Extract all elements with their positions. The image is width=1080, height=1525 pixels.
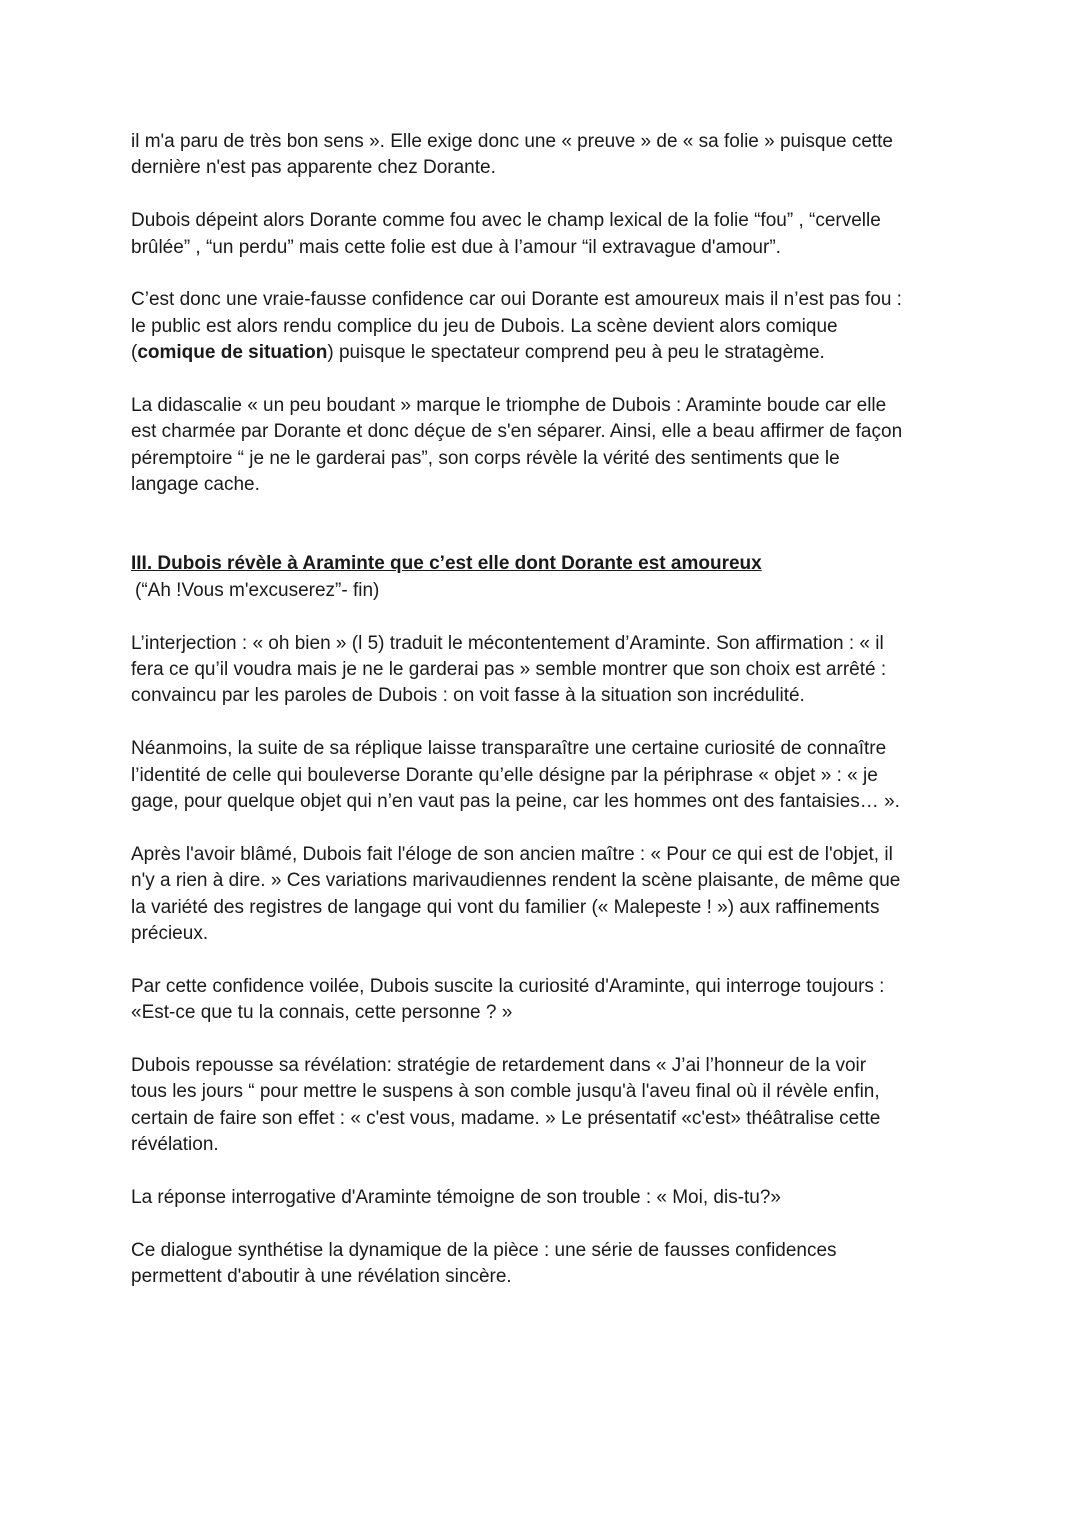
section-heading-block <box>131 551 961 604</box>
paragraph <box>131 393 961 499</box>
text-line: est charmée par Dorante et donc déçue de s'en séparer. Ainsi, elle a beau affirmer de façon <box>131 421 903 443</box>
text-line: péremptoire “ je ne le garderai pas”, son corps révèle la vérité des sentiments que le <box>131 447 840 469</box>
text-line: langage cache. <box>131 474 260 496</box>
text-line: «Est-ce que tu la connais, cette personne ? » <box>131 1002 513 1024</box>
text-line: Néanmoins, la suite de sa réplique laisse transparaître une certaine curiosité de connaître <box>131 738 887 760</box>
text-line: il m'a paru de très bon sens ». Elle exige donc une « preuve » de « sa folie » puisque cette <box>131 131 894 152</box>
text-line: n'y a rien à dire. » Ces variations marivaudiennes rendent la scène plaisante, de même que <box>131 870 901 892</box>
paragraph <box>131 129 961 182</box>
text-line: La réponse interrogative d'Araminte témoigne de son trouble : « Moi, dis-tu?» <box>131 1187 781 1209</box>
paragraph <box>131 1185 961 1211</box>
text-line: Par cette confidence voilée, Dubois suscite la curiosité d'Araminte, qui interroge toujours : <box>131 975 885 997</box>
text-line: précieux. <box>131 923 209 945</box>
text-line: convaincu par les paroles de Dubois : on voit fasse à la situation son incrédulité. <box>131 685 805 707</box>
section-heading: III. Dubois révèle à Araminte que c’est elle dont Dorante est amoureux <box>131 553 762 575</box>
text-line: révélation. <box>131 1134 219 1156</box>
document-page <box>131 129 961 1317</box>
paragraph <box>131 842 961 948</box>
text-line: L’interjection : « oh bien » (l 5) traduit le mécontentement d’Araminte. Son affirmation : « il <box>131 632 884 654</box>
text-line: la variété des registres de langage qui vont du familier (« Malepeste ! ») aux raffinements <box>131 896 880 918</box>
text-fragment: ) puisque le spectateur comprend peu à peu le stratagème. <box>327 342 825 364</box>
text-line: fera ce qu’il voudra mais je ne le garderai pas » semble montrer que son choix est arrêté : <box>131 659 887 681</box>
text-fragment: ( <box>131 342 138 364</box>
paragraph <box>131 631 961 710</box>
section-subheading: (“Ah !Vous m'excuserez”- fin) <box>135 579 380 601</box>
paragraph <box>131 736 961 815</box>
text-line: La didascalie « un peu boudant » marque le triomphe de Dubois : Araminte boude car elle <box>131 395 887 417</box>
text-line: dernière n'est pas apparente chez Dorante. <box>131 157 496 179</box>
text-line: Dubois repousse sa révélation: stratégie de retardement dans « J’ai l’honneur de la voir <box>131 1055 867 1077</box>
paragraph <box>131 208 961 261</box>
text-line <box>131 340 961 366</box>
text-line: tous les jours “ pour mettre le suspens à son comble jusqu'à l'aveu final où il révèle enfin, <box>131 1081 880 1103</box>
paragraph <box>131 1053 961 1159</box>
text-line: brûlée” , “un perdu” mais cette folie est due à l’amour “il extravague d'amour”. <box>131 236 781 258</box>
paragraph <box>131 287 961 366</box>
paragraph <box>131 974 961 1027</box>
text-line: gage, pour quelque objet qui n’en vaut pas la peine, car les hommes ont des fantaisies… ». <box>131 791 900 813</box>
paragraph <box>131 1238 961 1291</box>
text-line: Après l'avoir blâmé, Dubois fait l'éloge de son ancien maître : « Pour ce qui est de l'objet, il <box>131 843 893 865</box>
text-line: C’est donc une vraie-fausse confidence car oui Dorante est amoureux mais il n’est pas fou : <box>131 289 902 311</box>
text-line: Ce dialogue synthétise la dynamique de la pièce : une série de fausses confidences <box>131 1239 837 1261</box>
text-line: l’identité de celle qui bouleverse Dorante qu’elle désigne par la périphrase « objet » : « je <box>131 764 878 786</box>
text-line: certain de faire son effet : « c'est vous, madame. » Le présentatif «c'est» théâtralise cette <box>131 1107 881 1129</box>
text-line: permettent d'aboutir à une révélation sincère. <box>131 1266 512 1288</box>
bold-phrase: comique de situation <box>137 342 328 364</box>
text-line: le public est alors rendu complice du jeu de Dubois. La scène devient alors comique <box>131 315 838 337</box>
text-line: Dubois dépeint alors Dorante comme fou avec le champ lexical de la folie “fou” , “cervelle <box>131 210 881 232</box>
